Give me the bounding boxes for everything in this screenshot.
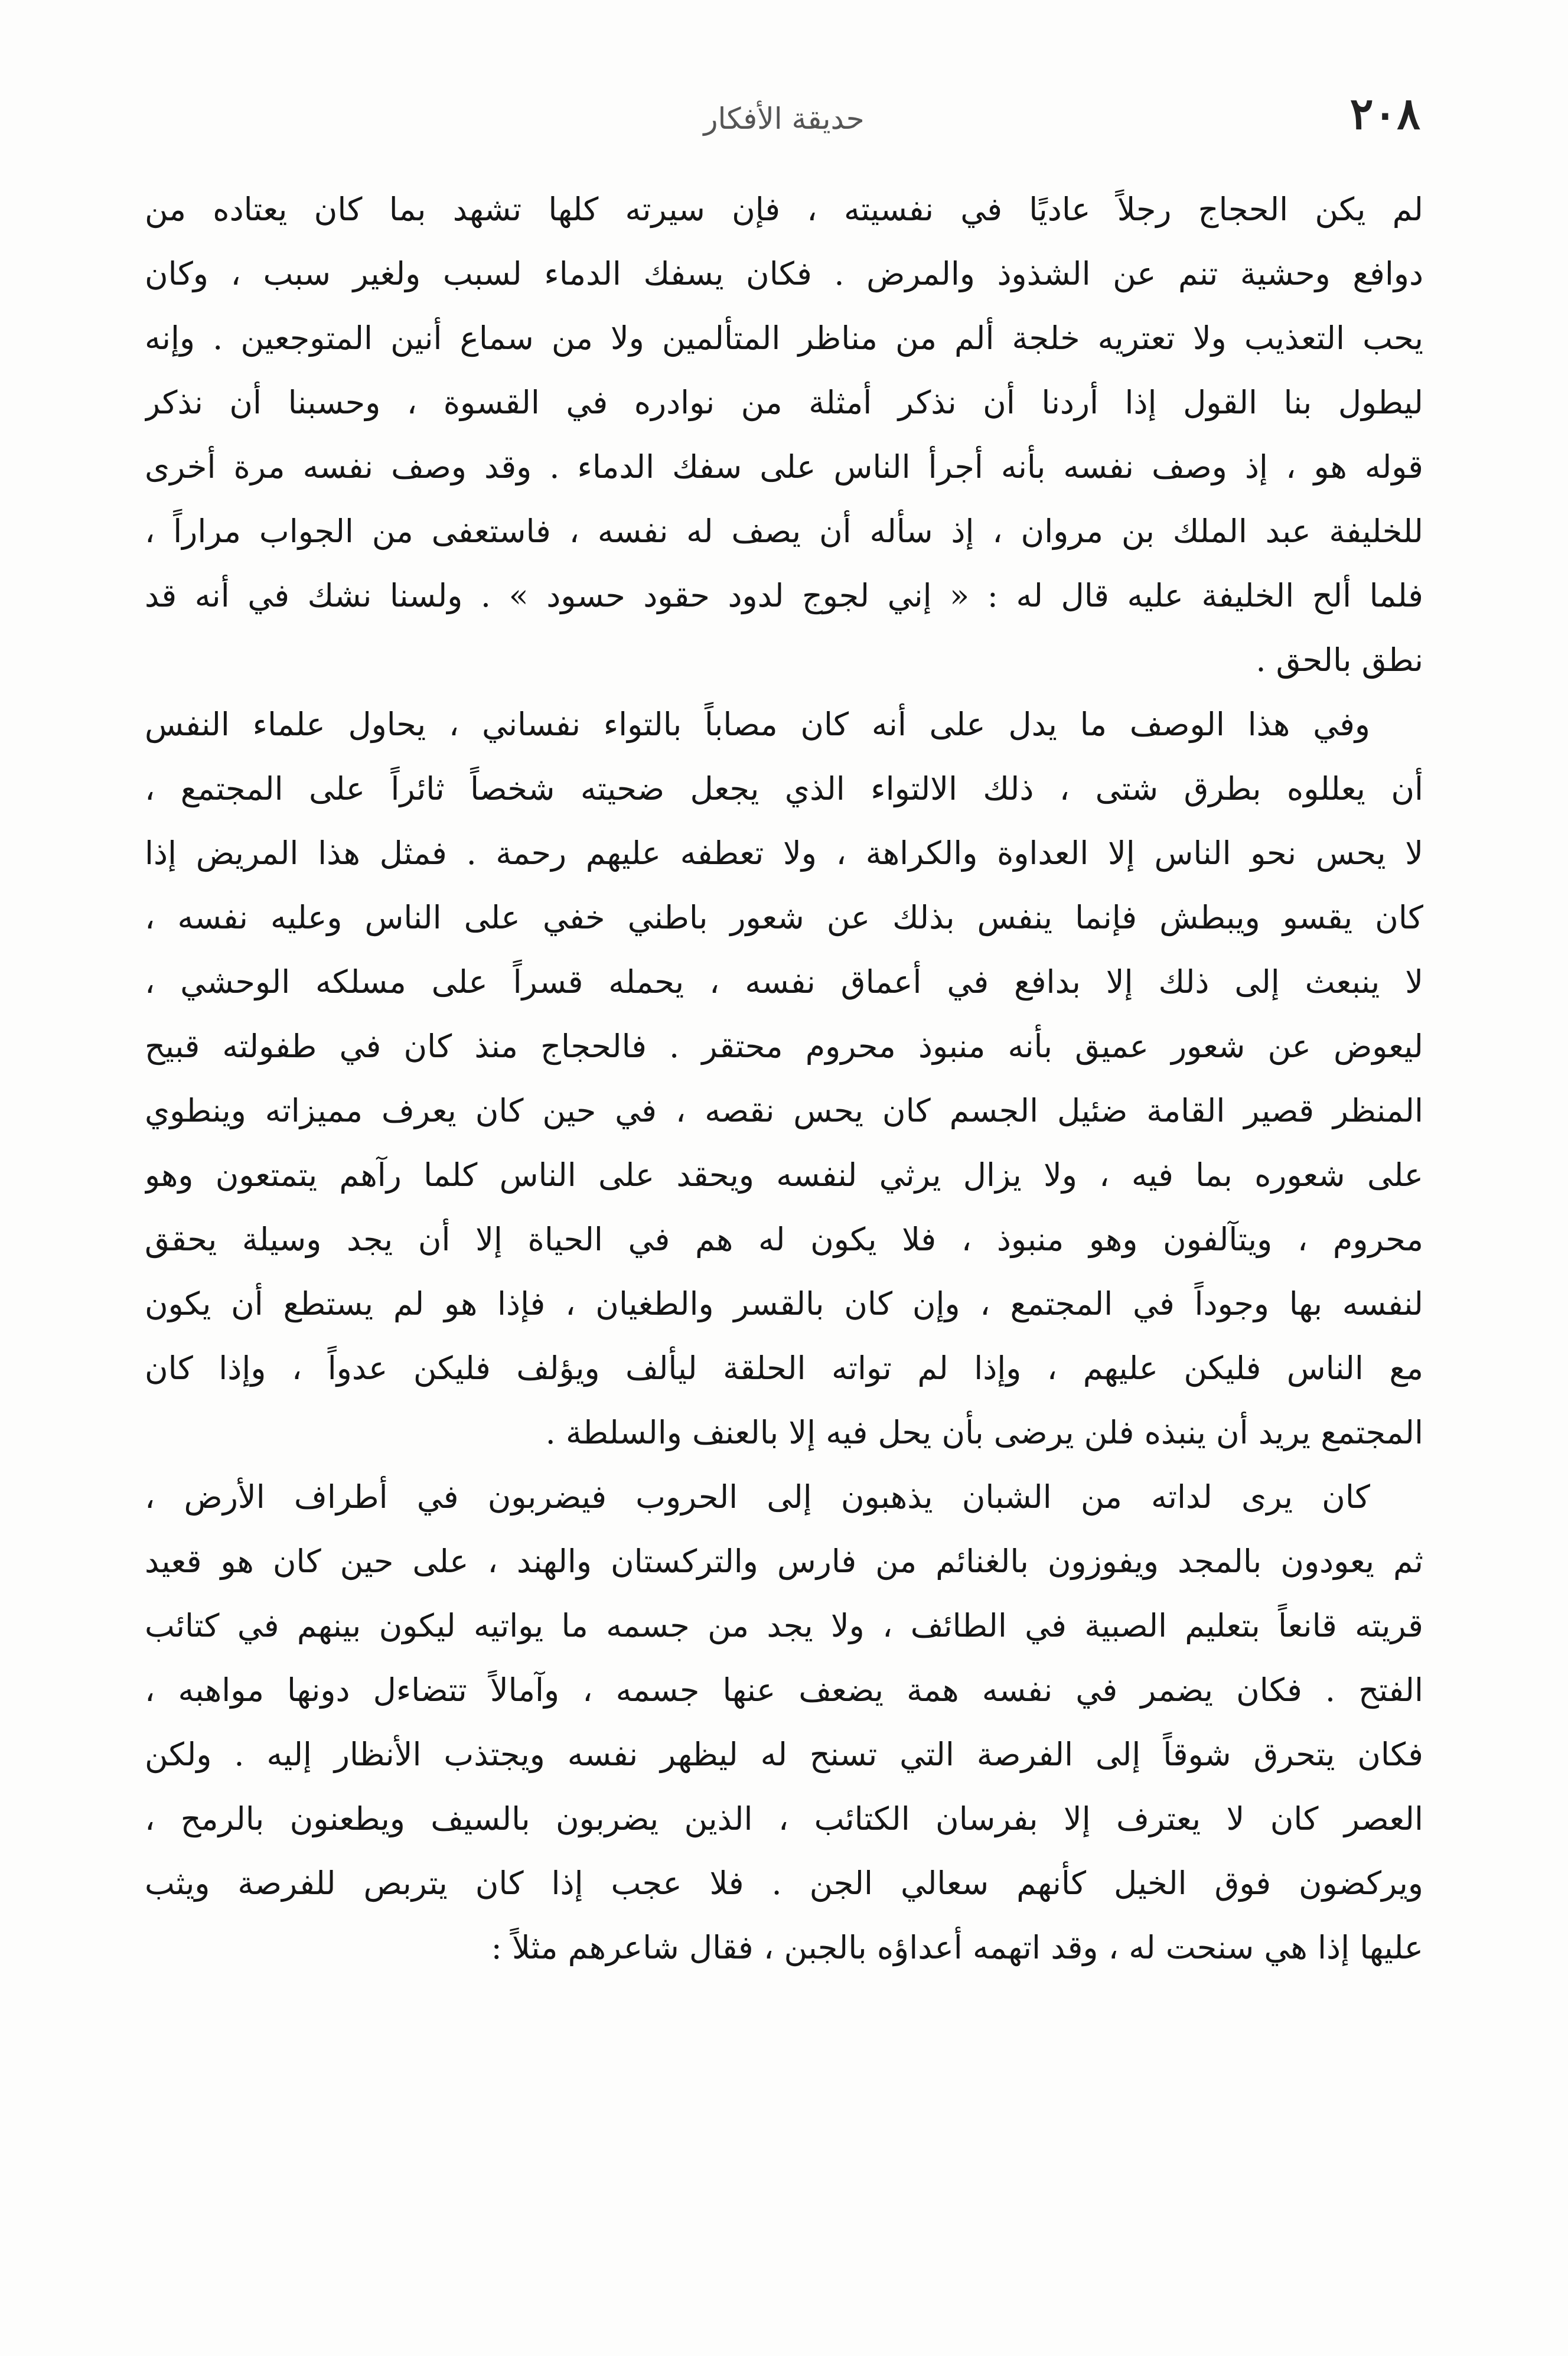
- page-header: [148, 89, 1420, 159]
- text-line: أن يعللوه بطرق شتى ، ذلك الالتواء الذي يجعل ضحيته شخصاً ثائراً على المجتمع ،: [145, 770, 1423, 807]
- running-title: حديقة الأفكار: [703, 102, 865, 136]
- text-line: المجتمع يريد أن ينبذه فلن يرضى بأن يحل فيه إلا بالعنف والسلطة .: [545, 1414, 1423, 1451]
- text-line: المنظر قصير القامة ضئيل الجسم كان يحس نقصه ، في حين كان يعرف مميزاته وينطوي: [145, 1092, 1423, 1129]
- text-line: فكان يتحرق شوقاً إلى الفرصة التي تسنح له ليظهر نفسه ويجتذب الأنظار إليه . ولكن: [145, 1736, 1423, 1773]
- text-line: يحب التعذيب ولا تعتريه خلجة ألم من مناظر المتألمين ولا من سماع أنين المتوجعين . وإنه: [145, 320, 1423, 357]
- text-line: نطق بالحق .: [1256, 641, 1423, 679]
- text-line: ليطول بنا القول إذا أردنا أن نذكر أمثلة من نوادره في القسوة ، وحسبنا أن نذكر: [145, 384, 1423, 421]
- text-line: كان يرى لداته من الشبان يذهبون إلى الحروب فيضربون في أطراف الأرض ،: [145, 1478, 1370, 1516]
- text-line: كان يقسو ويبطش فإنما ينفس بذلك عن شعور باطني خفي على الناس وعليه نفسه ،: [145, 899, 1423, 936]
- text-line: لنفسه بها وجوداً في المجتمع ، وإن كان بالقسر والطغيان ، فإذا هو لم يستطع أن يكون: [145, 1285, 1423, 1322]
- text-line: عليها إذا هي سنحت له ، وقد اتهمه أعداؤه بالجبن ، فقال شاعرهم مثلاً :: [491, 1929, 1423, 1966]
- body-text: [145, 177, 1423, 2202]
- text-line: ثم يعودون بالمجد ويفوزون بالغنائم من فارس والتركستان والهند ، على حين كان هو قعيد: [145, 1543, 1423, 1580]
- text-line: محروم ، ويتآلفون وهو منبوذ ، فلا يكون له هم في الحياة إلا أن يجد وسيلة يحقق: [145, 1221, 1423, 1258]
- paragraph-2: [145, 692, 1423, 1465]
- text-line: لم يكن الحجاج رجلاً عاديًا في نفسيته ، فإن سيرته كلها تشهد بما كان يعتاده من: [145, 191, 1423, 228]
- text-line: الفتح . فكان يضمر في نفسه همة يضعف عنها جسمه ، وآمالاً تتضاءل دونها مواهبه ،: [145, 1671, 1423, 1709]
- page-number: ٢٠٨: [1349, 89, 1420, 139]
- text-line: على شعوره بما فيه ، ولا يزال يرثي لنفسه ويحقد على الناس كلما رآهم يتمتعون وهو: [145, 1156, 1423, 1194]
- text-line: العصر كان لا يعترف إلا بفرسان الكتائب ، الذين يضربون بالسيف ويطعنون بالرمح ،: [145, 1800, 1423, 1837]
- text-line: وفي هذا الوصف ما يدل على أنه كان مصاباً بالتواء نفساني ، يحاول علماء النفس: [145, 706, 1370, 743]
- paragraph-1: [145, 177, 1423, 692]
- text-line: فلما ألح الخليفة عليه قال له : « إني لجوج لدود حقود حسود » . ولسنا نشك في أنه قد: [145, 577, 1423, 614]
- text-line: لا يحس نحو الناس إلا العداوة والكراهة ، ولا تعطفه عليهم رحمة . فمثل هذا المريض إذا: [145, 835, 1423, 872]
- text-line: لا ينبعث إلى ذلك إلا بدافع في أعماق نفسه ، يحمله قسراً على مسلكه الوحشي ،: [145, 963, 1423, 1001]
- text-line: دوافع وحشية تنم عن الشذوذ والمرض . فكان يسفك الدماء لسبب ولغير سبب ، وكان: [145, 255, 1423, 292]
- text-line: قوله هو ، إذ وصف نفسه بأنه أجرأ الناس على سفك الدماء . وقد وصف نفسه مرة أخرى: [145, 448, 1423, 485]
- text-line: للخليفة عبد الملك بن مروان ، إذ سأله أن يصف له نفسه ، فاستعفى من الجواب مراراً ،: [145, 513, 1423, 550]
- text-line: ويركضون فوق الخيل كأنهم سعالي الجن . فلا عجب إذا كان يتربص للفرصة ويثب: [145, 1865, 1423, 1902]
- text-line: قريته قانعاً بتعليم الصبية في الطائف ، ولا يجد من جسمه ما يواتيه ليكون بينهم في كتائب: [145, 1607, 1423, 1644]
- paragraph-3: [145, 1465, 1423, 1980]
- text-line: مع الناس فليكن عليهم ، وإذا لم تواته الحلقة ليألف ويؤلف فليكن عدواً ، وإذا كان: [145, 1350, 1423, 1387]
- text-line: ليعوض عن شعور عميق بأنه منبوذ محروم محتقر . فالحجاج منذ كان في طفولته قبيح: [145, 1028, 1423, 1065]
